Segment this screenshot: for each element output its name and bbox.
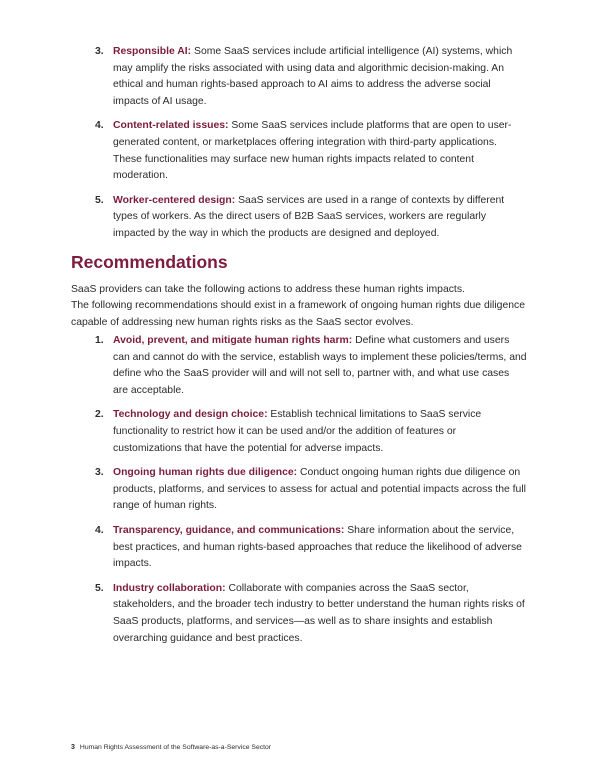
- page-number: 3: [71, 744, 75, 751]
- item-text: Establish technical limitations to SaaS service functionality to restrict how it can be used and/or the addition of features or customizations that have the potential for adverse impacts.: [113, 409, 482, 454]
- item-text: Some SaaS services include artificial intelligence (AI) systems, which may amplify the risks associated with using data and algorithmic decision-making. An ethical and human rights-based approach to AI aims to address the adverse social impacts of AI usage.: [113, 46, 513, 107]
- item-text: Collaborate with companies across the SaaS sector, stakeholders, and the broader tech industry to better understand the human rights risks of SaaS products, platforms, and services—as well as to share insights and establish overarching guidance and best practices.: [113, 582, 525, 644]
- item-number: 5.: [95, 582, 104, 594]
- item-number: 1.: [95, 335, 104, 346]
- item-number: 3.: [95, 46, 104, 57]
- section-heading: Recommendations: [71, 252, 228, 272]
- item-text: Conduct ongoing human rights due diligence on products, platforms, and services to assess for actual and potential impacts across the full range of human rights.: [113, 467, 526, 512]
- item-text: Define what customers and users can and cannot do with the service, establish ways to implement these policies/terms, and define who the SaaS provider will and will not sell to, partner with, and what use cases are acceptable.: [113, 335, 527, 396]
- page-footer: [71, 744, 271, 751]
- item-term: Avoid, prevent, and mitigate human rights harm:: [113, 335, 353, 346]
- item-term: Content-related issues:: [113, 120, 229, 132]
- item-text: SaaS services are used in a range of contexts by different types of workers. As the direct users of B2B SaaS services, workers are regularly impacted by the way in which the products are designed and deployed.: [113, 194, 505, 239]
- item-term: Industry collaboration:: [113, 582, 226, 594]
- item-term: Transparency, guidance, and communications:: [113, 524, 345, 536]
- list-item: [95, 581, 527, 647]
- list-item: [95, 333, 527, 399]
- document-title: Human Rights Assessment of the Software-as-a-Service Sector: [79, 744, 272, 751]
- list-item: [95, 523, 527, 573]
- list-item: [95, 44, 525, 110]
- item-number: 3.: [95, 467, 104, 479]
- intro-line: The following recommendations should exist in a framework of ongoing human rights due diligence capable of addressing new human rights risks as the SaaS sector evolves.: [71, 300, 525, 328]
- item-text: Some SaaS services include platforms that are open to user-generated content, or marketplaces offering integration with third-party applications. These functionalities may surface new human rights impacts related to content moderation.: [113, 120, 512, 182]
- recommendations-list: [95, 333, 527, 655]
- top-numbered-list: [95, 44, 525, 251]
- list-item: [95, 118, 525, 184]
- list-item: [95, 407, 527, 457]
- item-text: Share information about the service, best practices, and human rights-based approaches that reduce the likelihood of adverse impacts.: [113, 524, 522, 570]
- list-item: [95, 193, 525, 243]
- item-number: 4.: [95, 524, 104, 536]
- item-number: 2.: [95, 409, 104, 421]
- item-term: Worker-centered design:: [113, 194, 236, 206]
- item-term: Ongoing human rights due diligence:: [113, 467, 298, 479]
- intro-line: SaaS providers can take the following actions to address these human rights impacts.: [71, 284, 465, 295]
- item-number: 4.: [95, 120, 104, 132]
- item-term: Technology and design choice:: [113, 409, 268, 421]
- list-item: [95, 465, 527, 515]
- item-number: 5.: [95, 194, 104, 206]
- item-term: Responsible AI:: [113, 46, 192, 57]
- section-intro: [71, 282, 531, 331]
